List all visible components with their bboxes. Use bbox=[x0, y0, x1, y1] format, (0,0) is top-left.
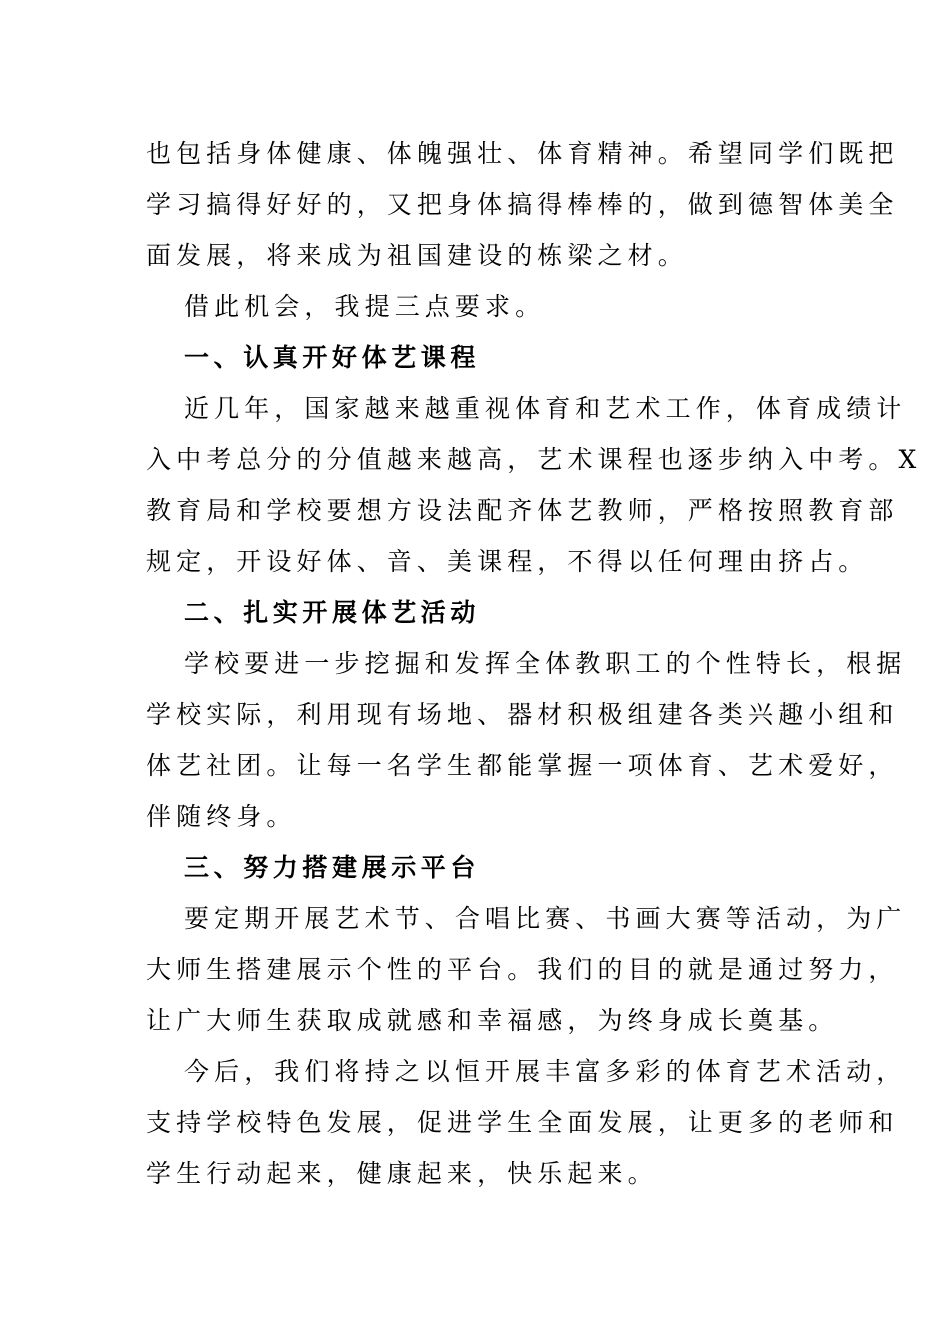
document-body bbox=[146, 128, 922, 1199]
section-heading-1: 一、认真开好体艺课程 bbox=[184, 343, 481, 372]
body-line: 近几年，国家越来越重视体育和艺术工作，体育成绩计 bbox=[184, 394, 907, 423]
body-line: 支持学校特色发展，促进学生全面发展，让更多的老师和 bbox=[146, 1108, 899, 1137]
paragraph-intro: 借此机会，我提三点要求。 bbox=[184, 292, 546, 321]
body-line: 学校实际，利用现有场地、器材积极组建各类兴趣小组和 bbox=[146, 700, 899, 729]
section-heading-2: 二、扎实开展体艺活动 bbox=[184, 598, 481, 627]
body-line: 规定，开设好体、音、美课程，不得以任何理由挤占。 bbox=[146, 547, 869, 576]
body-line: 今后，我们将持之以恒开展丰富多彩的体育艺术活动， bbox=[184, 1057, 907, 1086]
body-line: 也包括身体健康、体魄强壮、体育精神。希望同学们既把 bbox=[146, 139, 899, 168]
body-line: 入中考总分的分值越来越高，艺术课程也逐步纳入中考。X bbox=[146, 445, 922, 474]
body-line: 教育局和学校要想方设法配齐体艺教师，严格按照教育部 bbox=[146, 496, 899, 525]
body-line: 大师生搭建展示个性的平台。我们的目的就是通过努力， bbox=[146, 955, 899, 984]
body-line: 让广大师生获取成就感和幸福感，为终身成长奠基。 bbox=[146, 1006, 839, 1035]
body-line: 学生行动起来，健康起来，快乐起来。 bbox=[146, 1159, 658, 1188]
body-line: 学校要进一步挖掘和发挥全体教职工的个性特长，根据 bbox=[184, 649, 907, 678]
body-line: 学习搞得好好的，又把身体搞得棒棒的，做到德智体美全 bbox=[146, 190, 899, 219]
body-line: 面发展，将来成为祖国建设的栋梁之材。 bbox=[146, 241, 688, 270]
section-heading-3: 三、努力搭建展示平台 bbox=[184, 853, 481, 882]
body-line: 要定期开展艺术节、合唱比赛、书画大赛等活动，为广 bbox=[184, 904, 907, 933]
body-line: 伴随终身。 bbox=[146, 802, 297, 831]
body-line: 体艺社团。让每一名学生都能掌握一项体育、艺术爱好， bbox=[146, 751, 899, 780]
